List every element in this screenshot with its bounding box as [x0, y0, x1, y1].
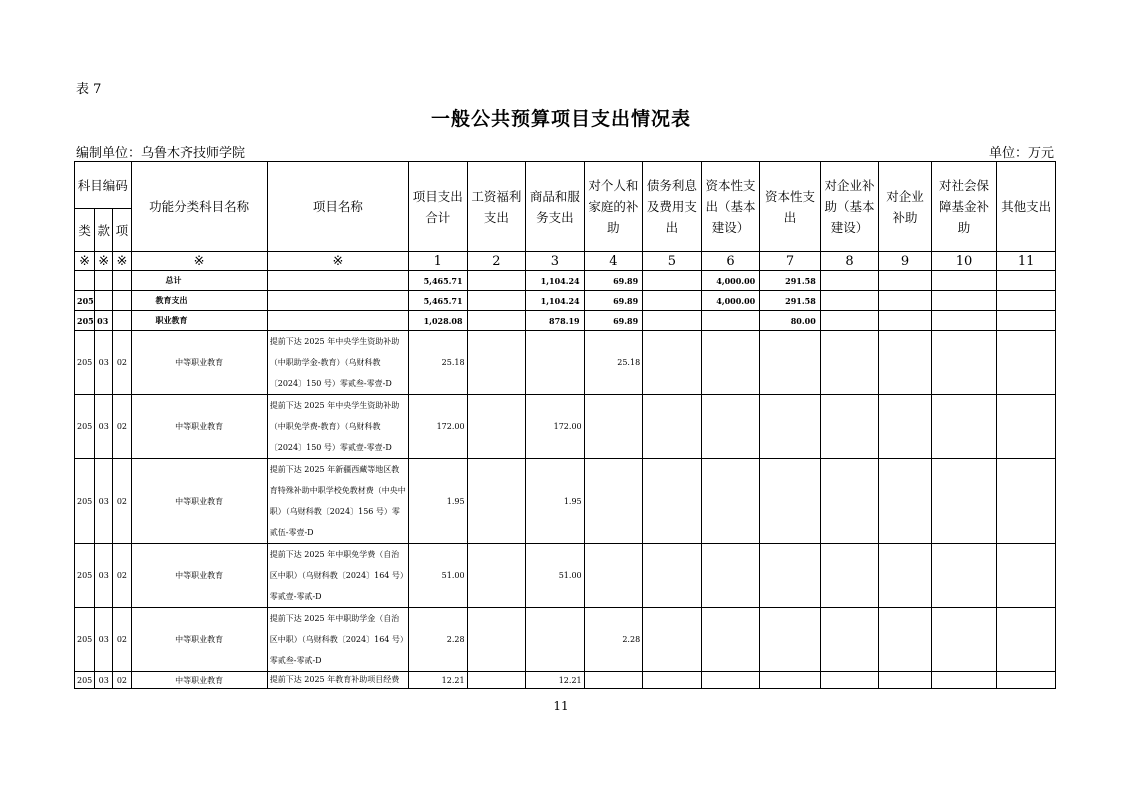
col3-cell: 172.00 [526, 395, 585, 459]
col6-cell: 4,000.00 [701, 271, 760, 291]
col9-cell [879, 672, 931, 689]
col4-cell [584, 672, 643, 689]
col11-cell [997, 544, 1056, 608]
func-name-cell: 教育支出 [131, 291, 267, 311]
section-row [75, 311, 1056, 331]
col11-cell [997, 395, 1056, 459]
col4-cell: 69.89 [584, 291, 643, 311]
col11-cell [997, 459, 1056, 544]
lei-cell: 205 [75, 311, 95, 331]
mark-cell: ※ [95, 252, 113, 271]
col4-cell [584, 395, 643, 459]
mark-cell: 9 [879, 252, 931, 271]
col11-header: 其他支出 [997, 162, 1056, 252]
table-label: 表 7 [76, 82, 102, 97]
col9-cell [879, 395, 931, 459]
category-row [75, 291, 1056, 311]
xiang-cell: 02 [113, 672, 131, 689]
col9-cell [879, 544, 931, 608]
xiang-cell: 02 [113, 459, 131, 544]
col1-cell: 12.21 [409, 672, 468, 689]
col8-cell [820, 291, 879, 311]
col5-cell [643, 672, 702, 689]
compiling-unit: 编制单位：乌鲁木齐技师学院 [76, 146, 246, 161]
col6-cell [701, 672, 760, 689]
col6-cell [701, 395, 760, 459]
func-name-cell: 中等职业教育 [131, 331, 267, 395]
col2-cell [467, 544, 526, 608]
col8-cell [820, 672, 879, 689]
col1-cell: 5,465.71 [409, 271, 468, 291]
xiang-cell: 02 [113, 608, 131, 672]
kuan-cell: 03 [95, 459, 113, 544]
page-title: 一般公共预算项目支出情况表 [430, 108, 691, 130]
col7-header: 资本性支出 [760, 162, 821, 252]
col10-cell [931, 271, 997, 291]
xiang-cell: 02 [113, 395, 131, 459]
proj-name-cell: 提前下达 2025 年中央学生资助补助（中职免学费-教育）（乌财科教〔2024〕150 号）零贰壹-零壹-D [267, 395, 408, 459]
col11-cell [997, 311, 1056, 331]
lei-header: 类 [75, 209, 95, 252]
lei-cell: 205 [75, 672, 95, 689]
xiang-cell: 02 [113, 331, 131, 395]
col9-cell [879, 291, 931, 311]
col7-cell [760, 459, 821, 544]
col7-cell: 80.00 [760, 311, 821, 331]
table-row [75, 459, 1056, 544]
col3-cell: 878.19 [526, 311, 585, 331]
col7-cell [760, 672, 821, 689]
col8-cell [820, 459, 879, 544]
col6-cell [701, 311, 760, 331]
kuan-cell: 03 [95, 331, 113, 395]
col1-cell: 2.28 [409, 608, 468, 672]
col10-cell [931, 608, 997, 672]
col5-cell [643, 311, 702, 331]
col3-cell [526, 331, 585, 395]
col2-cell [467, 271, 526, 291]
col7-cell [760, 331, 821, 395]
col4-cell: 69.89 [584, 311, 643, 331]
col7-cell [760, 395, 821, 459]
xiang-cell [113, 291, 131, 311]
col2-cell [467, 672, 526, 689]
col11-cell [997, 331, 1056, 395]
col5-header: 债务利息及费用支出 [643, 162, 702, 252]
col5-cell [643, 459, 702, 544]
col4-header: 对个人和家庭的补助 [584, 162, 643, 252]
proj-name-cell: 提前下达 2025 年教育补助项目经费 [267, 672, 408, 689]
col9-cell [879, 331, 931, 395]
col5-cell [643, 331, 702, 395]
col6-cell: 4,000.00 [701, 291, 760, 311]
col2-cell [467, 608, 526, 672]
col9-cell [879, 459, 931, 544]
col3-cell: 1,104.24 [526, 291, 585, 311]
col8-cell [820, 395, 879, 459]
mark-cell: 2 [467, 252, 526, 271]
mark-cell: 6 [701, 252, 760, 271]
col2-cell [467, 311, 526, 331]
proj-name-cell: 提前下达 2025 年中央学生资助补助（中职助学金-教育）（乌财科教〔2024〕150 号）零贰叁-零壹-D [267, 331, 408, 395]
xiang-header: 项 [113, 209, 131, 252]
func-name-cell: 职业教育 [131, 311, 267, 331]
table-row [75, 331, 1056, 395]
col8-cell [820, 608, 879, 672]
col4-cell [584, 544, 643, 608]
col6-cell [701, 459, 760, 544]
col6-cell [701, 331, 760, 395]
lei-cell: 205 [75, 331, 95, 395]
col10-cell [931, 672, 997, 689]
col3-cell: 1,104.24 [526, 271, 585, 291]
table-row [75, 395, 1056, 459]
lei-cell: 205 [75, 608, 95, 672]
table-row [75, 608, 1056, 672]
col1-header: 项目支出合计 [409, 162, 468, 252]
table-row [75, 544, 1056, 608]
budget-table [74, 161, 1056, 689]
kuan-cell: 03 [95, 672, 113, 689]
func-name-cell: 中等职业教育 [131, 395, 267, 459]
kuan-cell: 03 [95, 395, 113, 459]
currency-unit: 单位：万元 [988, 146, 1054, 161]
col6-cell [701, 544, 760, 608]
col10-cell [931, 544, 997, 608]
col9-header: 对企业补助 [879, 162, 931, 252]
col2-cell [467, 331, 526, 395]
col10-cell [931, 311, 997, 331]
col4-cell: 25.18 [584, 331, 643, 395]
total-row [75, 271, 1056, 291]
proj-name-header: 项目名称 [267, 162, 408, 252]
kuan-cell: 03 [95, 608, 113, 672]
col10-cell [931, 459, 997, 544]
mark-cell: 11 [997, 252, 1056, 271]
col9-cell [879, 311, 931, 331]
mark-cell: 5 [643, 252, 702, 271]
col5-cell [643, 291, 702, 311]
subject-code-header: 科目编码 [75, 162, 132, 209]
proj-name-cell [267, 291, 408, 311]
col4-cell: 2.28 [584, 608, 643, 672]
mark-cell: 7 [760, 252, 821, 271]
proj-name-cell [267, 271, 408, 291]
xiang-cell [113, 311, 131, 331]
func-name-cell: 中等职业教育 [131, 459, 267, 544]
mark-cell: 10 [931, 252, 997, 271]
col8-cell [820, 271, 879, 291]
func-name-header: 功能分类科目名称 [131, 162, 267, 252]
kuan-cell [95, 291, 113, 311]
col2-header: 工资福利支出 [467, 162, 526, 252]
col11-cell [997, 608, 1056, 672]
mark-cell: 3 [526, 252, 585, 271]
lei-cell: 205 [75, 544, 95, 608]
col10-cell [931, 395, 997, 459]
col3-cell: 12.21 [526, 672, 585, 689]
kuan-cell [95, 271, 113, 291]
col2-cell [467, 459, 526, 544]
func-name-cell: 中等职业教育 [131, 544, 267, 608]
col5-cell [643, 271, 702, 291]
col8-cell [820, 544, 879, 608]
col6-cell [701, 608, 760, 672]
col8-header: 对企业补助（基本建设） [820, 162, 879, 252]
func-name-cell: 中等职业教育 [131, 608, 267, 672]
col3-cell [526, 608, 585, 672]
col11-cell [997, 672, 1056, 689]
proj-name-cell: 提前下达 2025 年中职助学金（自治区中职）（乌财科教〔2024〕164 号）零贰叁-零贰-D [267, 608, 408, 672]
col1-cell: 5,465.71 [409, 291, 468, 311]
header-row-1 [75, 162, 1056, 209]
col11-cell [997, 291, 1056, 311]
col5-cell [643, 544, 702, 608]
column-index-row [75, 252, 1056, 271]
lei-cell: 205 [75, 459, 95, 544]
mark-cell: 1 [409, 252, 468, 271]
col7-cell [760, 608, 821, 672]
col4-cell [584, 459, 643, 544]
proj-name-cell: 提前下达 2025 年新疆西藏等地区教育特殊补助中职学校免教材费（中央中职）（乌财科教〔2024〕156 号）零贰伍-零壹-D [267, 459, 408, 544]
xiang-cell: 02 [113, 544, 131, 608]
col7-cell: 291.58 [760, 271, 821, 291]
col5-cell [643, 608, 702, 672]
page-number: 11 [553, 699, 569, 713]
mark-cell: ※ [131, 252, 267, 271]
col1-cell: 1.95 [409, 459, 468, 544]
col1-cell: 1,028.08 [409, 311, 468, 331]
col8-cell [820, 331, 879, 395]
col1-cell: 172.00 [409, 395, 468, 459]
col9-cell [879, 608, 931, 672]
col3-cell: 51.00 [526, 544, 585, 608]
col1-cell: 25.18 [409, 331, 468, 395]
col8-cell [820, 311, 879, 331]
mark-cell: 8 [820, 252, 879, 271]
kuan-cell: 03 [95, 311, 113, 331]
col5-cell [643, 395, 702, 459]
proj-name-cell [267, 311, 408, 331]
col9-cell [879, 271, 931, 291]
table-row [75, 672, 1056, 689]
col4-cell: 69.89 [584, 271, 643, 291]
col6-header: 资本性支出（基本建设） [701, 162, 760, 252]
func-name-cell: 中等职业教育 [131, 672, 267, 689]
lei-cell: 205 [75, 291, 95, 311]
func-name-cell: 总计 [131, 271, 267, 291]
col1-cell: 51.00 [409, 544, 468, 608]
xiang-cell [113, 271, 131, 291]
mark-cell: 4 [584, 252, 643, 271]
col10-cell [931, 331, 997, 395]
kuan-cell: 03 [95, 544, 113, 608]
col7-cell: 291.58 [760, 291, 821, 311]
lei-cell [75, 271, 95, 291]
mark-cell: ※ [75, 252, 95, 271]
col2-cell [467, 291, 526, 311]
col3-cell: 1.95 [526, 459, 585, 544]
mark-cell: ※ [113, 252, 131, 271]
col10-cell [931, 291, 997, 311]
col11-cell [997, 271, 1056, 291]
col2-cell [467, 395, 526, 459]
col7-cell [760, 544, 821, 608]
lei-cell: 205 [75, 395, 95, 459]
mark-cell: ※ [267, 252, 408, 271]
col3-header: 商品和服务支出 [526, 162, 585, 252]
kuan-header: 款 [95, 209, 113, 252]
col10-header: 对社会保障基金补助 [931, 162, 997, 252]
proj-name-cell: 提前下达 2025 年中职免学费（自治区中职）（乌财科教〔2024〕164 号）零贰壹-零贰-D [267, 544, 408, 608]
